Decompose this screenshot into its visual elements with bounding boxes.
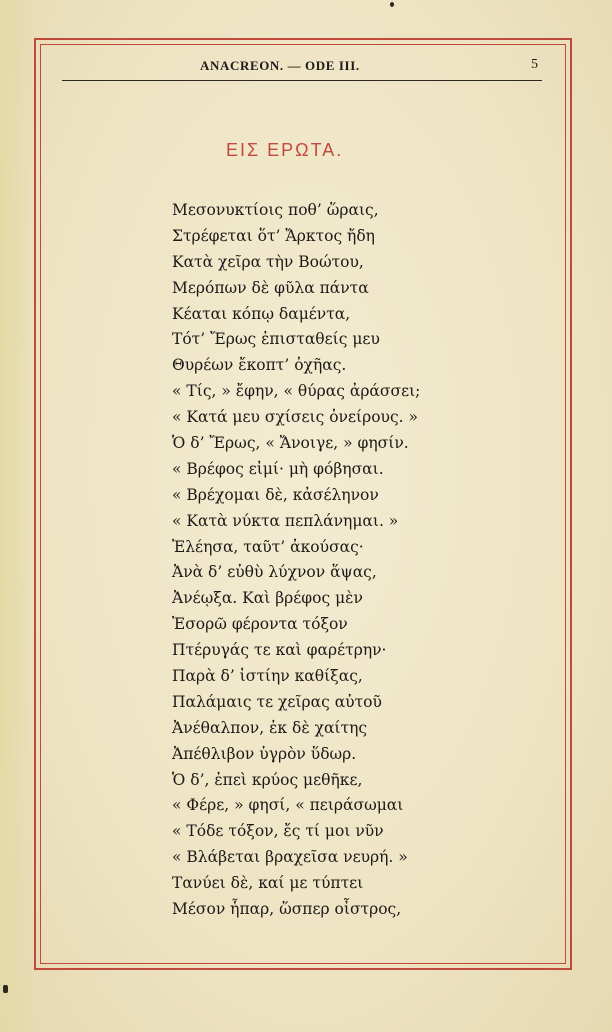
poem-line: « Φέρε, » φησί, « πειράσωμαι	[172, 796, 404, 815]
poem-line: Ἀνέθαλπον, ἐκ δὲ χαίτης	[172, 718, 368, 737]
ink-speck	[3, 985, 8, 993]
poem-line: « Βρέφος εἰμί· μὴ φόβησαι.	[172, 459, 384, 478]
header-rule	[62, 80, 542, 81]
poem-line: Παλάμαις τε χεῖρας αὐτοῦ	[172, 692, 382, 711]
poem-line: Μέσον ἧπαρ, ὥσπερ οἶστρος,	[172, 900, 402, 919]
running-header-title: ANACREON. — ODE III.	[200, 58, 360, 73]
poem-line: « Βλάβεται βραχεῖσα νευρή. »	[172, 848, 408, 867]
poem-line: Ὁ δ’, ἐπεὶ κρύος μεθῆκε,	[172, 770, 363, 789]
poem-title: ΕΙΣ ΕΡΩΤΑ.	[226, 140, 344, 160]
poem-line: Ἐσορῶ φέροντα τόξον	[172, 615, 348, 634]
poem-line: Κατὰ χεῖρα τὴν Βοώτου,	[172, 252, 364, 271]
poem-line: « Τόδε τόξον, ἔς τί μοι νῦν	[172, 822, 384, 841]
poem-line: « Τίς, » ἔφην, « θύρας ἀράσσει;	[172, 382, 421, 401]
ink-speck	[390, 2, 394, 7]
poem-body	[172, 198, 420, 923]
poem-line: Ἀπέθλιβον ὑγρὸν ὕδωρ.	[172, 744, 357, 763]
poem-line: Τανύει δὲ, καί με τύπτει	[172, 874, 364, 893]
poem-line: Πτέρυγάς τε καὶ φαρέτρην·	[172, 641, 387, 660]
poem-line: Μεσονυκτίοις ποθ’ ὥραις,	[172, 201, 379, 219]
poem-line: « Βρέχομαι δὲ, κἀσέληνον	[172, 485, 379, 504]
page-number: 5	[531, 57, 538, 72]
poem-line: Θυρέων ἔκοπτ’ ὀχῆας.	[172, 356, 347, 375]
poem-line: Ἀνὰ δ’ εὐθὺ λύχνον ἅψας,	[172, 563, 377, 582]
poem-line: Ἀνέῳξα. Καὶ βρέφος μὲν	[172, 589, 363, 608]
poem-line: Ἐλέησα, ταῦτ’ ἀκούσας·	[172, 537, 364, 556]
poem-line: Κέαται κόπῳ δαμέντα,	[172, 304, 351, 323]
poem-line: « Κατά μευ σχίσεις ὀνείρους. »	[172, 408, 418, 427]
poem-line: Παρὰ δ’ ἱστίην καθίξας,	[172, 667, 363, 686]
poem-line: « Κατὰ νύκτα πεπλάνημαι. »	[172, 511, 399, 530]
poem-line: Μερόπων δὲ φῦλα πάντα	[172, 278, 369, 297]
poem-line: Ὁ δ’ Ἔρως, « Ἄνοιγε, » φησίν.	[172, 434, 409, 453]
poem-line: Στρέφεται ὅτ’ Ἄρκτος ἤδη	[172, 226, 375, 245]
poem-line: Τότ’ Ἔρως ἐπισταθείς μευ	[172, 330, 380, 349]
